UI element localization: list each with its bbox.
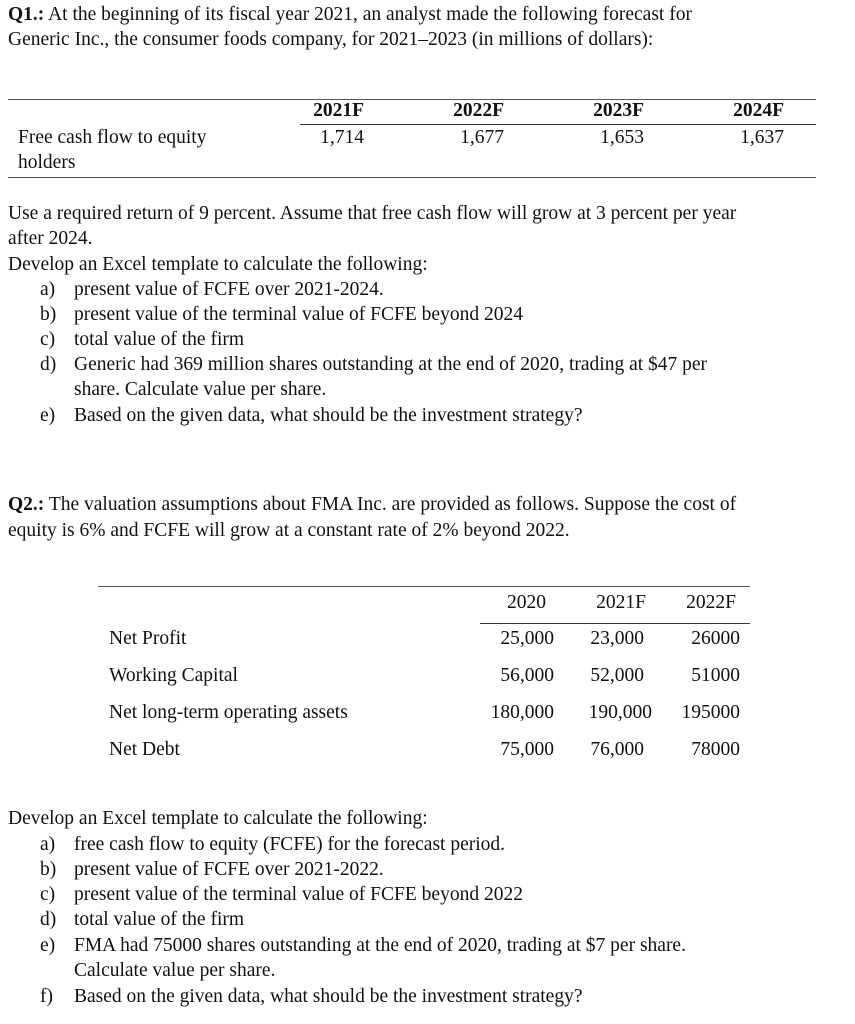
q1-row-label-cont: holders (18, 152, 76, 173)
list-item: present value of FCFE over 2021-2024. (74, 279, 384, 300)
q1-value-2024f: 1,637 (740, 127, 784, 148)
table-row-label: Net Debt (109, 739, 180, 760)
q1-header-2024f: 2024F (733, 100, 784, 121)
q2-label: Q2.: (8, 494, 45, 515)
q2-header-2022f: 2022F (686, 592, 736, 613)
list-item: present value of the terminal value of FCFE beyond 2022 (74, 884, 523, 905)
table-cell: 75,000 (500, 739, 554, 760)
table-row-label: Working Capital (109, 665, 238, 686)
list-item-letter: a) (40, 834, 56, 855)
list-item-letter: b) (40, 304, 57, 325)
q1-header-2022f: 2022F (453, 100, 504, 121)
list-item: free cash flow to equity (FCFE) for the forecast period. (74, 834, 506, 855)
table-cell: 26000 (691, 628, 740, 649)
table-row-label: Net Profit (109, 628, 187, 649)
q1-row-label: Free cash flow to equity (18, 127, 207, 148)
q1-label: Q1.: (8, 4, 45, 25)
q1-intro-line1: Q1.: At the beginning of its fiscal year 2021, an analyst made the following forecast for (8, 4, 692, 25)
table-cell: 195000 (681, 702, 740, 723)
table-cell: 52,000 (590, 665, 644, 686)
table-cell: 51000 (691, 665, 740, 686)
list-item-cont: share. Calculate value per share. (74, 379, 327, 400)
q2-intro-line2: equity is 6% and FCFE will grow at a constant rate of 2% beyond 2022. (8, 520, 570, 541)
table-cell: 23,000 (590, 628, 644, 649)
q2-table-top-rule (98, 586, 750, 587)
list-item-letter: c) (40, 884, 56, 905)
list-item-letter: e) (40, 935, 56, 956)
q2-header-2020: 2020 (507, 592, 546, 613)
list-item: Based on the given data, what should be the investment strategy? (74, 986, 583, 1007)
table-row-label: Net long-term operating assets (109, 702, 348, 723)
q1-header-2023f: 2023F (593, 100, 644, 121)
list-item: present value of FCFE over 2021-2022. (74, 859, 384, 880)
q1-value-2021f: 1,714 (320, 127, 364, 148)
q1-value-2022f: 1,677 (460, 127, 504, 148)
q1-assumption-line2: after 2024. (8, 228, 93, 249)
list-item-letter: d) (40, 909, 57, 930)
table-cell: 78000 (691, 739, 740, 760)
table-cell: 76,000 (590, 739, 644, 760)
q1-table-bottom-rule (8, 177, 816, 178)
list-item: FMA had 75000 shares outstanding at the end of 2020, trading at $7 per share. (74, 935, 686, 956)
list-item: total value of the firm (74, 329, 245, 350)
q1-table-top-rule (8, 99, 816, 100)
list-item-letter: d) (40, 354, 57, 375)
q2-header-2021f: 2021F (596, 592, 646, 613)
list-item-cont: Calculate value per share. (74, 960, 276, 981)
q1-table-header-rule (300, 124, 816, 125)
table-cell: 180,000 (490, 702, 554, 723)
list-item: present value of the terminal value of FCFE beyond 2024 (74, 304, 523, 325)
list-item-letter: e) (40, 405, 56, 426)
list-item-letter: b) (40, 859, 57, 880)
list-item-letter: c) (40, 329, 56, 350)
list-item-letter: a) (40, 279, 56, 300)
q1-header-2021f: 2021F (313, 100, 364, 121)
q2-table-header-rule (480, 623, 750, 624)
list-item-letter: f) (40, 986, 53, 1007)
table-cell: 190,000 (588, 702, 652, 723)
list-item: Generic had 369 million shares outstanding at the end of 2020, trading at $47 per (74, 354, 708, 375)
q1-intro-line2: Generic Inc., the consumer foods company, for 2021–2023 (in millions of dollars): (8, 29, 654, 50)
q2-intro-line1: Q2.: The valuation assumptions about FMA Inc. are provided as follows. Suppose the cost of (8, 494, 737, 515)
list-item: Based on the given data, what should be the investment strategy? (74, 405, 583, 426)
q1-value-2023f: 1,653 (600, 127, 644, 148)
q2-task-intro: Develop an Excel template to calculate the following: (8, 808, 428, 829)
q1-assumption-line1: Use a required return of 9 percent. Assume that free cash flow will grow at 3 percent per year (8, 203, 737, 224)
table-cell: 56,000 (500, 665, 554, 686)
list-item: total value of the firm (74, 909, 245, 930)
q1-task-intro: Develop an Excel template to calculate the following: (8, 254, 428, 275)
table-cell: 25,000 (500, 628, 554, 649)
